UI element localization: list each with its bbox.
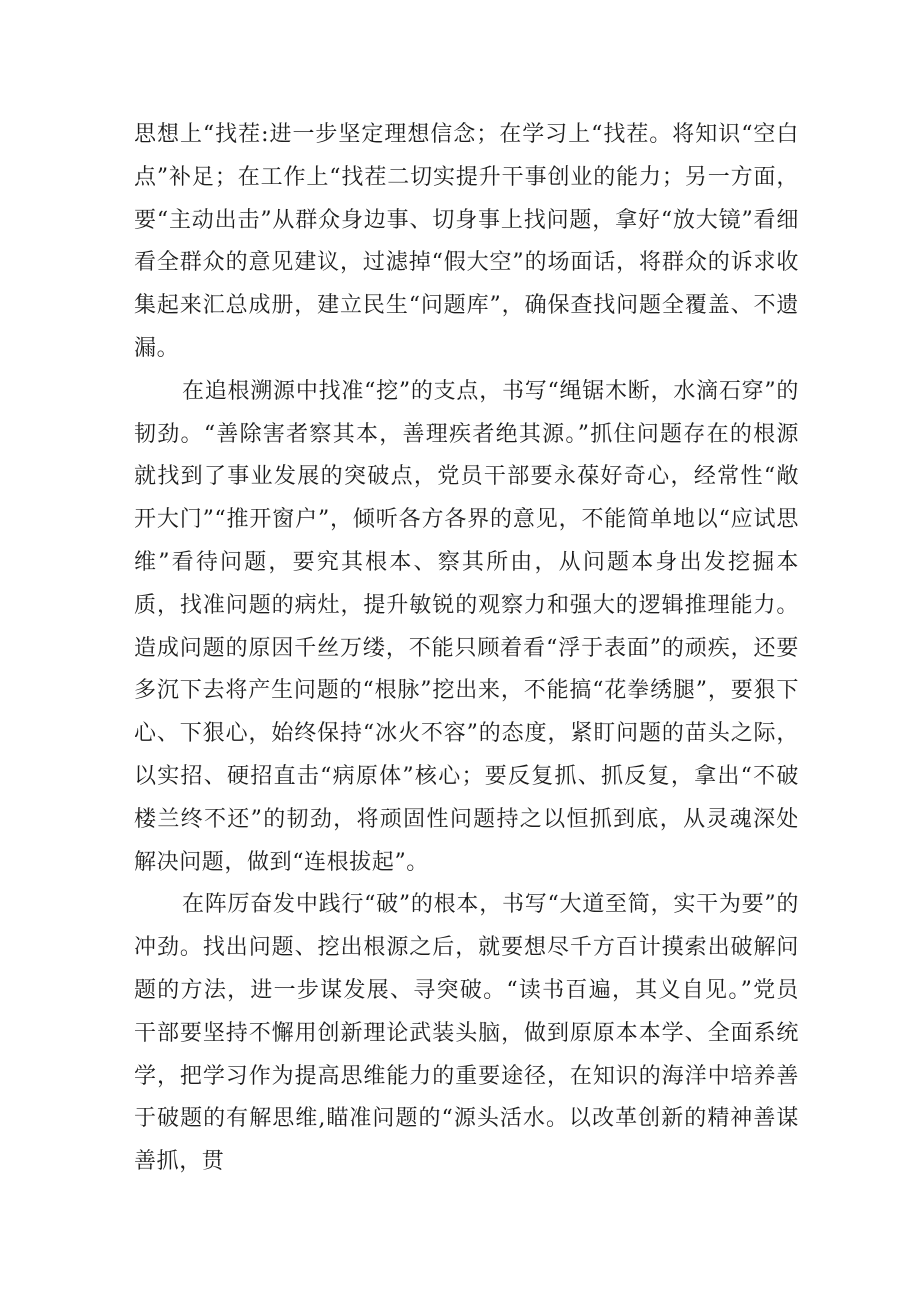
- paragraph-3: 在阵厉奋发中践行“破”的根本，书写“大道至简，实干为要”的冲劲。找出问题、挖出根源之后，就要想尽千方百计摸索出破解问题的方法，进一步谋发展、寻突破。“读书百遍，其义自见。”党员干部要坚持不懈用创新理论武装头脑，做到原原本本学、全面系统学，把学习作为提高思维能力的重要途径，在知识的海洋中培养善于破题的有解思维,瞄准问题的“源头活水。以改革创新的精神善谋善抓，贯: [134, 892, 799, 1175]
- paragraph-1: 思想上“找茬:进一步坚定理想信念；在学习上“找茬。将知识“空白点”补足；在工作上“找茬二切实提升干事创业的能力；另一方面，要“主动出击”从群众身边事、切身事上找问题，拿好“放大镜”看细看全群众的意见建议，过滤掉“假大空”的场面话，将群众的诉求收集起来汇总成册，建立民生“问题库”，确保查找问题全覆盖、不遗漏。: [134, 122, 799, 361]
- document-body: [134, 114, 799, 1184]
- paragraph-2: 在追根溯源中找准“挖”的支点，书写“绳锯木断，水滴石穿”的韧劲。“善除害者察其本，善理疾者绝其源。”抓住问题存在的根源就找到了事业发展的突破点，党员干部要永葆好奇心，经常性“敞开大门”“推开窗户”，倾听各方各界的意见，不能简单地以“应试思维”看待问题，要究其根本、察其所由，从问题本身出发挖掘本质，找准问题的病灶，提升敏锐的观察力和强大的逻辑推理能力。造成问题的原因千丝万缕，不能只顾着看“浮于表面”的顽疾，还要多沉下去将产生问题的“根脉”挖出来，不能搞“花拳绣腿”，要狠下心、下狠心，始终保持“冰火不容”的态度，紧盯问题的苗头之际，以实招、硬招直击“病原体”核心；要反复抓、抓反复，拿出“不破楼兰终不还”的韧劲，将顽固性问题持之以恒抓到底，从灵魂深处解决问题，做到“连根拔起”。: [134, 378, 799, 875]
